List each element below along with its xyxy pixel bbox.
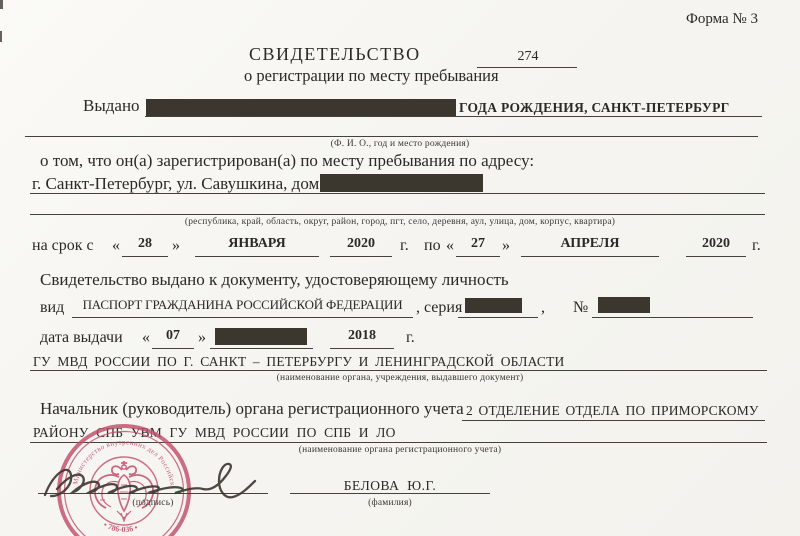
fio-line bbox=[25, 136, 758, 137]
kind-value: ПАСПОРТ ГРАЖДАНИНА РОССИЙСКОЙ ФЕДЕРАЦИИ bbox=[72, 297, 413, 318]
issue-year: 2018 bbox=[330, 328, 394, 349]
stamp-ring-text: Министерство внутренних дел Российской bbox=[22, 418, 177, 487]
document-title: СВИДЕТЕЛЬСТВО bbox=[249, 44, 421, 64]
signature-caption: (подпись) bbox=[132, 498, 174, 508]
scan-artifact bbox=[0, 0, 3, 9]
surname-line bbox=[290, 493, 490, 494]
quote-open: « bbox=[142, 329, 150, 346]
period-to-year: 2020 bbox=[686, 236, 746, 257]
registration-org-underline1 bbox=[462, 420, 765, 421]
issuing-authority: ГУ МВД РОССИИ ПО Г. САНКТ – ПЕТЕРБУРГУ И ЛЕНИНГРАДСКОЙ ОБЛАСТИ bbox=[33, 354, 565, 369]
surname-value: БЕЛОВА Ю.Г. bbox=[343, 478, 437, 493]
year-suffix: г. bbox=[400, 237, 409, 254]
issue-month-underline bbox=[210, 348, 313, 349]
quote-open: « bbox=[112, 237, 120, 254]
registration-org-caption: (наименование органа регистрационного учета) bbox=[298, 445, 502, 455]
address-caption: (республика, край, область, округ, район, город, пгт, село, деревня, аул, улица, дом, корпус, квартира) bbox=[184, 217, 616, 227]
kind-label: вид bbox=[40, 299, 65, 316]
year-suffix: г. bbox=[406, 329, 415, 346]
registration-org-line1: 2 ОТДЕЛЕНИЕ ОТДЕЛА ПО ПРИМОРСКОМУ bbox=[466, 403, 759, 418]
issued-underline bbox=[145, 116, 762, 117]
quote-close: » bbox=[172, 237, 180, 254]
period-to-month: АПРЕЛЯ bbox=[521, 236, 659, 257]
issued-label: Выдано bbox=[83, 96, 140, 115]
quote-close: » bbox=[198, 329, 206, 346]
period-from-day: 28 bbox=[122, 236, 168, 257]
quote-open: « bbox=[446, 237, 454, 254]
surname-caption: (фамилия) bbox=[368, 498, 412, 508]
number-underline bbox=[592, 317, 753, 318]
period-from-month: ЯНВАРЯ bbox=[195, 236, 319, 257]
period-to-day: 27 bbox=[456, 236, 500, 257]
authority-underline bbox=[30, 370, 767, 371]
registration-org-line2: РАЙОНУ СПБ УВМ ГУ МВД РОССИИ ПО СПБ И ЛО bbox=[33, 425, 396, 440]
redaction-bar-address bbox=[320, 174, 483, 192]
form-number-label: Форма № 3 bbox=[686, 11, 758, 27]
identity-statement: Свидетельство выдано к документу, удостоверяющему личность bbox=[40, 270, 509, 289]
fio-caption: (Ф. И. О., год и место рождения) bbox=[330, 139, 470, 149]
redaction-bar-issue-month bbox=[215, 328, 307, 345]
series-label: , серия bbox=[416, 299, 463, 316]
period-to-label: по bbox=[424, 237, 441, 254]
registered-statement: о том, что он(а) зарегистрирован(а) по месту пребывания по адресу: bbox=[40, 151, 535, 170]
period-prefix: на срок с bbox=[32, 237, 94, 254]
address-underline-2 bbox=[30, 214, 765, 215]
issued-value: ГОДА РОЖДЕНИЯ, САНКТ-ПЕТЕРБУРГ bbox=[459, 100, 730, 115]
certificate-number: 274 bbox=[517, 49, 539, 64]
redaction-bar-series bbox=[465, 298, 522, 313]
svg-text:• 786-036 • bbox=[102, 520, 139, 534]
issue-day: 07 bbox=[152, 328, 194, 349]
authority-caption: (наименование органа, учреждения, выдавшего документ) bbox=[276, 373, 524, 383]
stamp-number: • 786-036 • bbox=[101, 520, 139, 535]
year-suffix: г. bbox=[752, 237, 761, 254]
issue-date-label: дата выдачи bbox=[40, 329, 123, 346]
quote-close: » bbox=[502, 237, 510, 254]
redaction-bar-number bbox=[598, 297, 650, 313]
series-underline bbox=[458, 317, 538, 318]
series-comma: , bbox=[541, 299, 545, 316]
document-subtitle: о регистрации по месту пребывания bbox=[244, 66, 499, 85]
redaction-bar-name bbox=[146, 99, 456, 116]
head-label: Начальник (руководитель) органа регистрационного учета bbox=[40, 399, 464, 418]
address-underline bbox=[30, 193, 765, 194]
number-label: № bbox=[573, 299, 589, 316]
address-value: г. Санкт-Петербург, ул. Савушкина, дом bbox=[32, 174, 320, 193]
period-from-year: 2020 bbox=[330, 236, 392, 257]
scan-artifact bbox=[0, 31, 2, 42]
